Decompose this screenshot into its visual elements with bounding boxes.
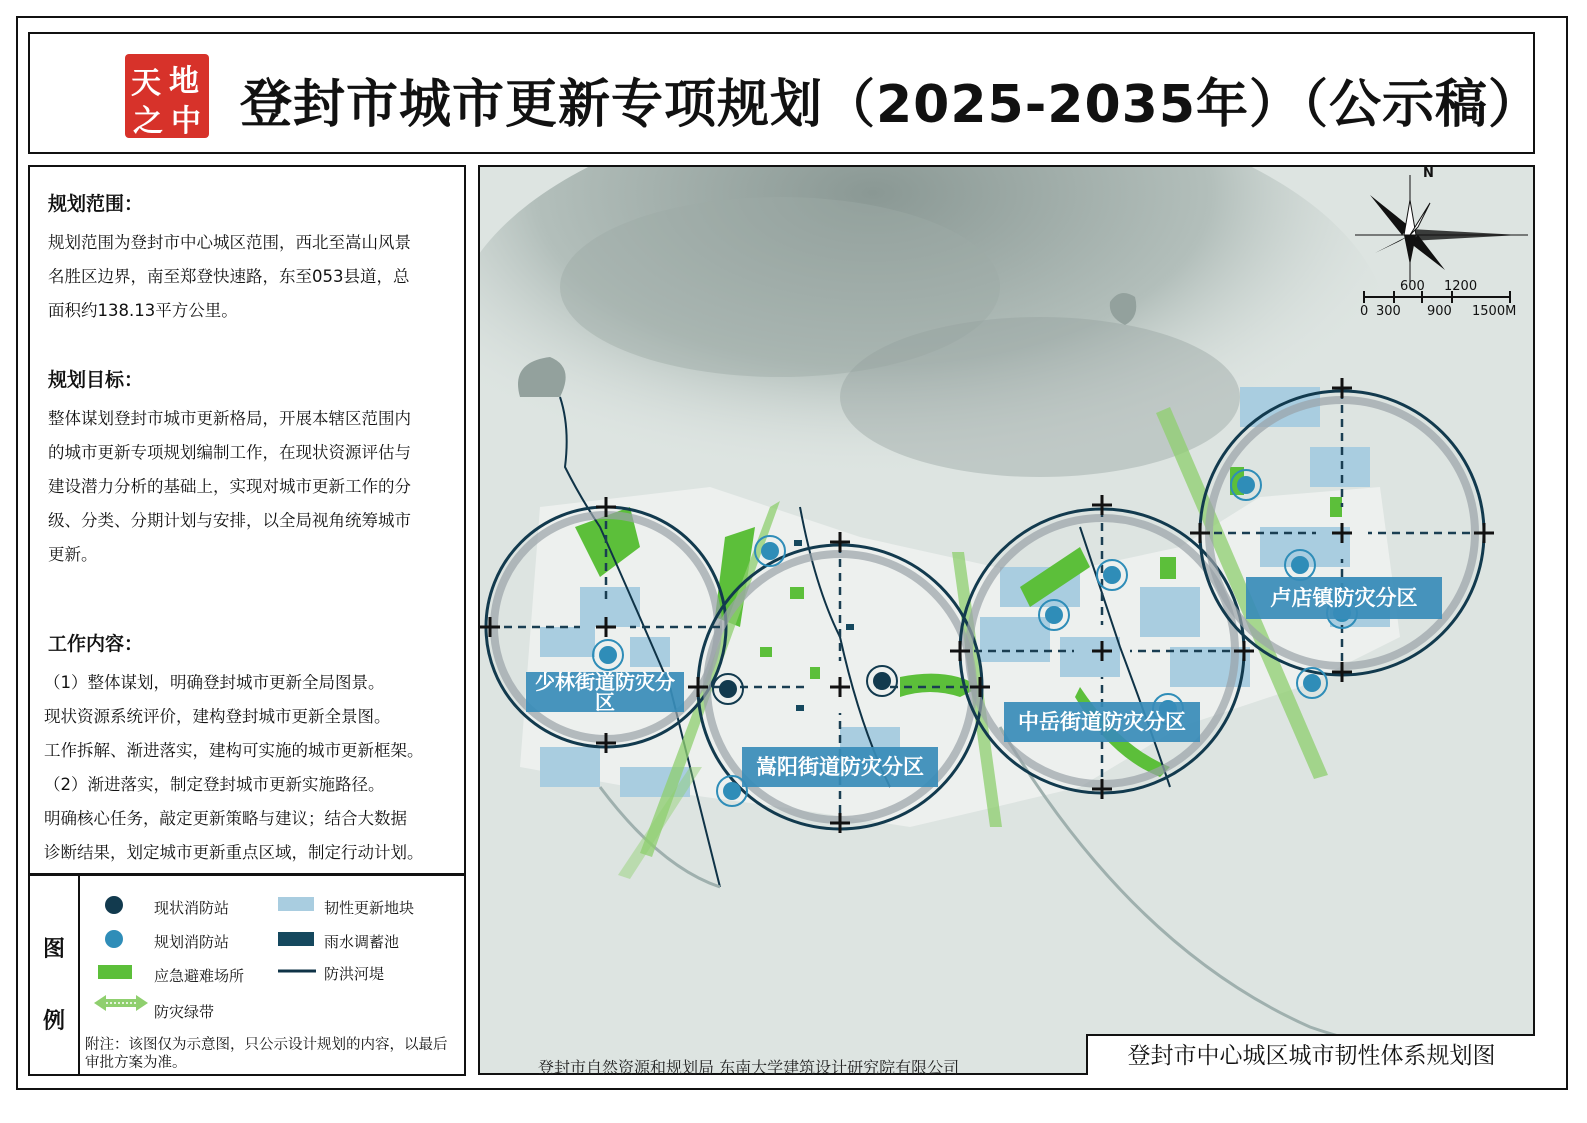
scope-line: 名胜区边界，南至郑登快速路，东至053县道，总 — [48, 267, 410, 286]
legend-levee: 防洪河堤 — [324, 965, 385, 983]
map-credits: 登封市自然资源和规划局 东南大学建筑设计研究院有限公司 — [538, 1058, 960, 1077]
work-line: 诊断结果，划定城市更新重点区域，制定行动计划。 — [44, 843, 424, 862]
zone-label-shaolin: 少林街道防灾分区 — [526, 672, 684, 712]
scale-label: 1500M — [1472, 304, 1517, 319]
goal-line: 更新。 — [48, 545, 98, 564]
shelter-swatch — [98, 965, 132, 979]
work-line: 现状资源系统评价，建构登封城市更新全景图。 — [44, 707, 391, 726]
goal-line: 的城市更新专项规划编制工作，在现状资源评估与 — [48, 443, 411, 462]
goal-section — [48, 365, 458, 572]
green-belt-icon — [94, 995, 148, 1011]
legend-existing-station: 现状消防站 — [154, 899, 230, 917]
work-section — [44, 629, 468, 870]
work-line: （1）整体谋划，明确登封城市更新全局图景。 — [44, 673, 385, 692]
scale-label: 0 — [1360, 304, 1369, 319]
scope-section — [48, 189, 458, 328]
legend-planned-station: 规划消防站 — [154, 933, 230, 951]
legend-resilient-plot: 韧性更新地块 — [324, 899, 415, 917]
legend-panel — [28, 874, 466, 1076]
scale-label: 900 — [1427, 304, 1452, 319]
work-line: 工作拆解、渐进落实，建构可实施的城市更新框架。 — [44, 741, 424, 760]
scope-heading: 规划范围： — [48, 193, 144, 215]
goal-heading: 规划目标： — [48, 369, 144, 391]
scale-label: 300 — [1376, 304, 1401, 319]
work-heading: 工作内容： — [48, 633, 144, 655]
legend-shelter: 应急避难场所 — [154, 967, 245, 985]
map-title: 登封市中心城区城市韧性体系规划图 — [1086, 1034, 1535, 1075]
zone-label-songyang: 嵩阳街道防灾分区 — [742, 747, 938, 787]
resilience-map[interactable] — [478, 165, 1535, 1075]
work-line: （2）渐进落实，制定登封城市更新实施路径。 — [44, 775, 385, 794]
planned-station-icon — [105, 930, 123, 948]
title-bar — [28, 32, 1542, 154]
legend-label: 图 例 — [30, 876, 80, 1074]
zone-label-zhongyue: 中岳街道防灾分区 — [1004, 702, 1200, 742]
scale-label: 1200 — [1444, 279, 1478, 294]
resilient-plot-swatch — [278, 897, 314, 911]
zone-label-ludian: 卢店镇防灾分区 — [1246, 577, 1442, 619]
logo-seal: 天 地 之 中 — [125, 54, 209, 138]
goal-line: 建设潜力分析的基础上，实现对城市更新工作的分 — [48, 477, 411, 496]
legend-green-belt: 防灾绿带 — [154, 1003, 215, 1021]
goal-line: 级、分类、分期计划与安排，以全局视角统筹城市 — [48, 511, 411, 530]
legend-storage-pond: 雨水调蓄池 — [324, 933, 400, 951]
page-title: 登封市城市更新专项规划（2025-2035年）（公示稿） — [240, 75, 1542, 135]
work-line: 明确核心任务，敲定更新策略与建议；结合大数据 — [44, 809, 407, 828]
scale-label: 600 — [1400, 279, 1425, 294]
scope-line: 规划范围为登封市中心城区范围，西北至嵩山风景 — [48, 233, 411, 252]
description-panel — [28, 165, 466, 875]
existing-station-icon — [105, 896, 123, 914]
storage-pond-swatch — [278, 932, 314, 946]
scope-line: 面积约138.13平方公里。 — [48, 301, 238, 320]
legend-note: 附注：该图仅为示意图，只公示设计规划的内容，以最后审批方案为准。 — [85, 1037, 448, 1071]
goal-line: 整体谋划登封市城市更新格局，开展本辖区范围内 — [48, 409, 411, 428]
north-label: N — [1423, 166, 1434, 181]
